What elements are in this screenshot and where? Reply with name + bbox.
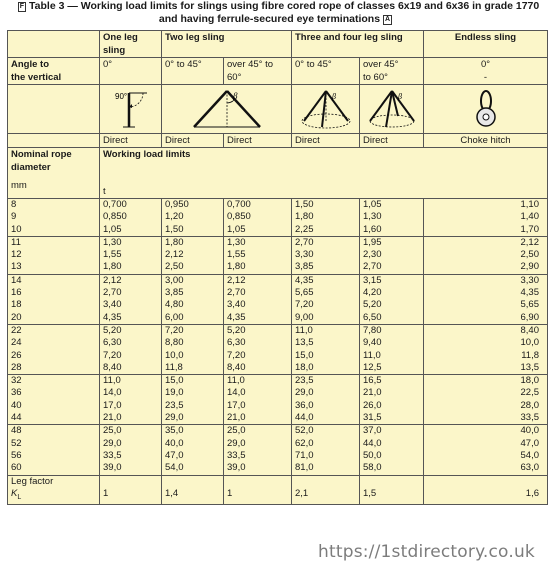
rope-diameter-cell: 20 (8, 312, 100, 325)
wll-cell: 2,70 (292, 236, 360, 249)
wll-cell: 17,0 (100, 400, 162, 412)
wll-cell: 3,85 (292, 261, 360, 274)
wll-cell: 1,50 (292, 199, 360, 212)
wll-cell: 1,60 (360, 224, 424, 237)
table-row (8, 312, 548, 325)
wll-cell: 6,30 (100, 337, 162, 349)
wll-cell: 1,05 (100, 224, 162, 237)
wll-cell: 29,0 (292, 387, 360, 399)
nominal-row: Nominal rope Working load limits (8, 148, 548, 162)
wll-cell: 2,25 (292, 224, 360, 237)
units-row (8, 174, 548, 199)
wll-cell: 1,30 (100, 236, 162, 249)
leg-factor-value: 1,5 (360, 488, 424, 505)
wll-cell: 5,20 (224, 324, 292, 337)
wll-cell: 21,0 (224, 412, 292, 425)
wll-cell: 33,5 (100, 450, 162, 462)
wll-cell: 12,5 (360, 362, 424, 375)
wll-cell: 9,40 (360, 337, 424, 349)
wll-cell: 1,05 (360, 199, 424, 212)
rope-diameter-cell: 11 (8, 236, 100, 249)
wll-cell: 19,0 (162, 387, 224, 399)
wll-cell: 8,40 (100, 362, 162, 375)
wll-cell: 0,700 (100, 199, 162, 212)
wll-cell: 21,0 (360, 387, 424, 399)
rope-diameter-cell: 32 (8, 375, 100, 388)
wll-cell: 10,0 (424, 337, 548, 349)
wll-cell: 3,15 (360, 274, 424, 287)
wll-cell: 14,0 (224, 387, 292, 399)
table-row (8, 412, 548, 425)
table-title (0, 0, 554, 28)
wll-cell: 36,0 (292, 400, 360, 412)
wll-cell: 1,80 (224, 261, 292, 274)
angle-row: Angle to 0° 0° to 45° over 45° to 0° to 45° over 45° 0° (8, 58, 548, 72)
wll-cell: 13,5 (424, 362, 548, 375)
wll-cell: 4,35 (424, 287, 548, 299)
wll-cell: 25,0 (224, 425, 292, 438)
header-row-sling-types (8, 31, 548, 45)
wll-cell: 15,0 (292, 350, 360, 362)
unit-t: t (100, 174, 548, 199)
wll-cell: 2,12 (162, 249, 224, 261)
rope-diameter-cell: 13 (8, 261, 100, 274)
table-row (8, 337, 548, 349)
header-one-leg: One leg (100, 31, 162, 45)
table-row (8, 274, 548, 287)
rope-diameter-cell: 16 (8, 287, 100, 299)
rope-diameter-cell: 40 (8, 400, 100, 412)
wll-cell: 62,0 (292, 438, 360, 450)
angle-label: Angle to (8, 58, 100, 72)
rope-diameter-cell: 12 (8, 249, 100, 261)
wll-cell: 21,0 (100, 412, 162, 425)
leg-factor-value: 1,6 (424, 488, 548, 505)
wll-cell: 29,0 (100, 438, 162, 450)
wll-cell: 37,0 (360, 425, 424, 438)
table-row (8, 199, 548, 212)
wll-cell: 4,35 (292, 274, 360, 287)
wll-cell: 4,20 (360, 287, 424, 299)
table-row (8, 438, 548, 450)
title-line-1: Table 3 — Working load limits for slings using fibre cored rope of classes 6x19 and 6x36 in grade 1770 (29, 0, 540, 12)
leg-factor-label: Leg factor (8, 475, 100, 488)
wll-cell: 6,90 (424, 312, 548, 325)
two-leg-diagram (162, 85, 292, 134)
wll-cell: 6,50 (360, 312, 424, 325)
wll-cell: 1,80 (100, 261, 162, 274)
table-row (8, 400, 548, 412)
table-row (8, 375, 548, 388)
wll-cell: 16,5 (360, 375, 424, 388)
wll-cell: 81,0 (292, 462, 360, 475)
wll-cell: 7,20 (292, 299, 360, 311)
wll-cell: 2,12 (424, 236, 548, 249)
wll-cell: 1,05 (224, 224, 292, 237)
table-row (8, 299, 548, 311)
wll-cell: 1,30 (224, 236, 292, 249)
wll-cell: 47,0 (162, 450, 224, 462)
wll-cell: 47,0 (424, 438, 548, 450)
wll-cell: 7,20 (224, 350, 292, 362)
choke-hitch-icon (466, 87, 506, 131)
wll-cell: 11,0 (224, 375, 292, 388)
wll-cell: 2,70 (360, 261, 424, 274)
wll-cell: 8,80 (162, 337, 224, 349)
wll-cell: 23,5 (162, 400, 224, 412)
header-two-leg: Two leg sling (162, 31, 292, 45)
wll-cell: 11,8 (424, 350, 548, 362)
wll-cell: 5,65 (292, 287, 360, 299)
leg-factor-value: 2,1 (292, 488, 360, 505)
working-load-table (7, 30, 548, 505)
rope-diameter-cell: 56 (8, 450, 100, 462)
wll-cell: 39,0 (100, 462, 162, 475)
wll-cell: 3,85 (162, 287, 224, 299)
rope-diameter-cell: 60 (8, 462, 100, 475)
wll-cell: 14,0 (100, 387, 162, 399)
wll-cell: 7,20 (162, 324, 224, 337)
wll-cell: 0,950 (162, 199, 224, 212)
table-row (8, 425, 548, 438)
single-leg-angle-icon (103, 87, 159, 131)
wll-cell: 40,0 (424, 425, 548, 438)
table-row (8, 350, 548, 362)
leg-factor-values-row (8, 488, 548, 505)
table-row (8, 249, 548, 261)
wll-cell: 2,12 (224, 274, 292, 287)
wll-cell: 18,0 (292, 362, 360, 375)
wll-cell: 54,0 (162, 462, 224, 475)
leg-factor-value: 1,4 (162, 488, 224, 505)
wll-cell: 26,0 (360, 400, 424, 412)
header-one-leg-2: sling (100, 44, 162, 58)
wll-cell: 1,30 (360, 211, 424, 223)
wll-cell: 44,0 (360, 438, 424, 450)
wll-cell: 39,0 (224, 462, 292, 475)
svg-text:β: β (232, 91, 237, 101)
leg-factor-symbol: $K_L$ (8, 488, 100, 505)
wll-cell: 1,40 (424, 211, 548, 223)
rope-diameter-cell: 36 (8, 387, 100, 399)
leg-factor-value: 1 (224, 488, 292, 505)
wll-cell: 1,70 (424, 224, 548, 237)
rope-diameter-cell: 28 (8, 362, 100, 375)
wll-cell: 22,5 (424, 387, 548, 399)
wll-cell: 2,30 (360, 249, 424, 261)
wll-cell: 1,95 (360, 236, 424, 249)
wll-cell: 11,0 (100, 375, 162, 388)
diagram-row (8, 85, 548, 134)
wll-cell: 0,850 (224, 211, 292, 223)
table-row (8, 362, 548, 375)
angle-row-2: the vertical 60° to 60° - (8, 71, 548, 85)
wll-cell: 10,0 (162, 350, 224, 362)
rope-diameter-cell: 22 (8, 324, 100, 337)
wll-cell: 15,0 (162, 375, 224, 388)
wll-cell: 1,50 (162, 224, 224, 237)
rope-diameter-cell: 26 (8, 350, 100, 362)
svg-text:β: β (331, 92, 336, 101)
wll-cell: 2,70 (100, 287, 162, 299)
table-row (8, 462, 548, 475)
rope-diameter-cell: 10 (8, 224, 100, 237)
header-row-sling-types-2 (8, 44, 548, 58)
three-leg-angle-icon (294, 87, 358, 131)
wll-cell: 1,55 (100, 249, 162, 261)
rope-diameter-cell: 14 (8, 274, 100, 287)
method-row: Direct Direct Direct Direct Direct Choke hitch (8, 134, 548, 148)
table-row (8, 211, 548, 223)
wll-cell: 29,0 (162, 412, 224, 425)
wll-cell: 29,0 (224, 438, 292, 450)
wll-cell: 8,40 (424, 324, 548, 337)
wll-cell: 11,8 (162, 362, 224, 375)
table-row (8, 324, 548, 337)
nominal-row-2: diameter (8, 161, 548, 174)
amendment-mark-icon: F (19, 3, 25, 10)
table-row (8, 261, 548, 274)
amendment-mark-icon: A (385, 15, 391, 23)
wll-cell: 1,10 (424, 199, 548, 212)
rope-diameter-cell: 48 (8, 425, 100, 438)
table-row (8, 450, 548, 462)
wll-cell: 4,35 (100, 312, 162, 325)
wll-cell: 9,00 (292, 312, 360, 325)
rope-diameter-cell: 44 (8, 412, 100, 425)
wll-cell: 50,0 (360, 450, 424, 462)
wll-cell: 2,70 (224, 287, 292, 299)
table-row (8, 236, 548, 249)
wll-cell: 1,80 (292, 211, 360, 223)
wll-cell: 35,0 (162, 425, 224, 438)
wll-cell: 3,00 (162, 274, 224, 287)
wll-cell: 3,30 (424, 274, 548, 287)
wll-cell: 44,0 (292, 412, 360, 425)
wll-cell: 2,12 (100, 274, 162, 287)
wll-cell: 8,40 (224, 362, 292, 375)
watermark: https://1stdirectory.co.uk (318, 542, 535, 562)
wll-cell: 54,0 (424, 450, 548, 462)
three-leg-diagram (292, 85, 360, 134)
table-row (8, 224, 548, 237)
wll-cell: 5,20 (360, 299, 424, 311)
wll-cell: 7,20 (100, 350, 162, 362)
table-row (8, 387, 548, 399)
svg-text:90°: 90° (114, 92, 127, 101)
wll-cell: 71,0 (292, 450, 360, 462)
wll-cell: 1,80 (162, 236, 224, 249)
rope-diameter-cell: 9 (8, 211, 100, 223)
header-three-four-leg: Three and four leg sling (292, 31, 424, 45)
rope-diameter-cell: 24 (8, 337, 100, 349)
wll-cell: 0,700 (224, 199, 292, 212)
unit-mm: mm (8, 174, 100, 199)
wll-cell: 33,5 (224, 450, 292, 462)
rope-diameter-cell: 18 (8, 299, 100, 311)
wll-cell: 40,0 (162, 438, 224, 450)
wll-cell: 4,80 (162, 299, 224, 311)
wll-cell: 1,20 (162, 211, 224, 223)
wll-cell: 11,0 (360, 350, 424, 362)
wll-cell: 28,0 (424, 400, 548, 412)
leg-factor-row (8, 475, 548, 488)
wll-cell: 18,0 (424, 375, 548, 388)
wll-cell: 23,5 (292, 375, 360, 388)
rope-diameter-cell: 52 (8, 438, 100, 450)
header-endless: Endless sling (424, 31, 548, 45)
rope-diameter-cell: 8 (8, 199, 100, 212)
wll-cell: 63,0 (424, 462, 548, 475)
wll-label: Working load limits (100, 148, 548, 162)
one-leg-diagram (100, 85, 162, 134)
svg-text:β: β (397, 92, 402, 101)
wll-cell: 11,0 (292, 324, 360, 337)
two-leg-angle-icon (172, 87, 282, 131)
four-leg-diagram (360, 85, 424, 134)
wll-cell: 7,80 (360, 324, 424, 337)
wll-cell: 25,0 (100, 425, 162, 438)
wll-cell: 52,0 (292, 425, 360, 438)
wll-cell: 31,5 (360, 412, 424, 425)
wll-cell: 3,40 (100, 299, 162, 311)
wll-cell: 4,35 (224, 312, 292, 325)
four-leg-angle-icon (362, 87, 422, 131)
wll-cell: 58,0 (360, 462, 424, 475)
wll-cell: 1,55 (224, 249, 292, 261)
wll-cell: 6,30 (224, 337, 292, 349)
wll-cell: 0,850 (100, 211, 162, 223)
title-line-2: and having ferrule-secured eye terminations (158, 12, 381, 25)
wll-cell: 2,50 (162, 261, 224, 274)
endless-diagram (424, 85, 548, 134)
wll-cell: 33,5 (424, 412, 548, 425)
wll-cell: 3,30 (292, 249, 360, 261)
wll-cell: 13,5 (292, 337, 360, 349)
wll-cell: 17,0 (224, 400, 292, 412)
wll-cell: 2,50 (424, 249, 548, 261)
wll-cell: 5,20 (100, 324, 162, 337)
wll-cell: 2,90 (424, 261, 548, 274)
wll-cell: 3,40 (224, 299, 292, 311)
leg-factor-value: 1 (100, 488, 162, 505)
wll-cell: 6,00 (162, 312, 224, 325)
wll-cell: 5,65 (424, 299, 548, 311)
table-row (8, 287, 548, 299)
